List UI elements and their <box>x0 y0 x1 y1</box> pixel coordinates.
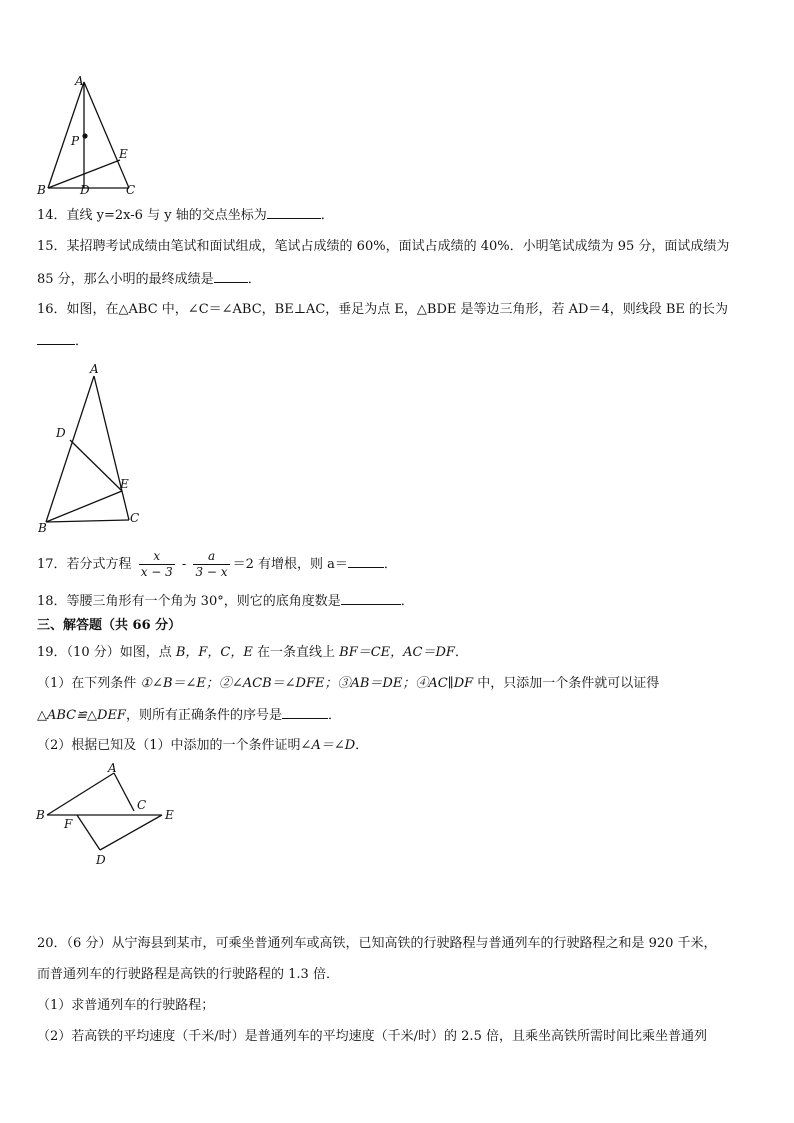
segment-bc <box>46 520 129 522</box>
question-18: 18．等腰三角形有一个角为 30°，则它的底角度数是 ． <box>37 594 414 609</box>
label-e: E <box>120 477 129 491</box>
question-14: 14．直线 y=2x-6 与 y 轴的交点坐标为 ． <box>37 208 334 223</box>
section-title: 三、解答题（共 66 分） <box>37 618 182 633</box>
label-e: E <box>165 808 174 822</box>
answer-blank <box>214 270 248 283</box>
label-d: D <box>56 426 66 440</box>
figure-triangle-bde <box>34 358 149 534</box>
segment-de <box>70 440 122 491</box>
question-17: 17．若分式方程 $\frac{x}{x - 3}$ - $\frac{a}{3 - x}$ ＝2 有增根，则 a＝ ． <box>37 549 397 579</box>
segment-ac <box>114 773 134 811</box>
segment-be <box>46 491 122 522</box>
question-19-part1-line2: △ABC≌△DEF，则所有正确条件的序号是 ． <box>37 708 341 723</box>
question-20-part1: （1）求普通列车的行驶路程； <box>37 998 215 1013</box>
point-p <box>82 133 87 138</box>
answer-blank <box>282 706 328 719</box>
label-f: F <box>64 817 73 831</box>
label-e: E <box>119 147 128 161</box>
question-16-line1: 16．如图，在△ABC 中，∠C＝∠ABC，BE⊥AC，垂足为点 E，△BDE 是等边三角形，若 AD＝4，则线段 BE 的长为 <box>37 302 729 317</box>
segment-ab <box>46 376 94 522</box>
label-d: D <box>80 183 90 197</box>
fraction-1: $\frac{x}{x - 3}$ <box>140 549 173 579</box>
label-d: D <box>96 853 106 867</box>
segment-ac <box>84 82 129 188</box>
question-20-part2: （2）若高铁的平均速度（千米/时）是普通列车的平均速度（千米/时）的 2.5 倍，且乘坐高铁所需时间比乘坐普通列 <box>37 1029 707 1044</box>
label-c: C <box>126 183 136 197</box>
label-b: B <box>38 521 47 534</box>
figure-triangle-abc-altitude <box>34 74 144 198</box>
answer-blank <box>341 592 401 605</box>
answer-blank <box>267 206 321 219</box>
label-a: A <box>75 74 84 88</box>
segment-fd <box>77 815 100 850</box>
segment-ab <box>47 773 114 815</box>
label-p: P <box>71 134 80 148</box>
label-c: C <box>130 511 140 525</box>
question-19-part2: （2）根据已知及（1）中添加的一个条件证明∠A＝∠D． <box>37 738 369 753</box>
label-a: A <box>90 362 99 376</box>
question-20-line1: 20．（6 分）从宁海县到某市，可乘坐普通列车或高铁，已知高铁的行驶路程与普通列车的行驶路程之和是 920 千米， <box>37 936 717 951</box>
label-b: B <box>37 183 46 197</box>
answer-blank <box>348 555 384 568</box>
question-19-head: 19．（10 分）如图，点 B，F，C，E 在一条直线上 BF＝CE，AC＝DF． <box>37 645 468 660</box>
fraction-2: $\frac{a}{3 - x}$ <box>195 549 228 579</box>
figure-congruent-triangles <box>34 758 184 870</box>
label-c: C <box>137 798 147 812</box>
label-b: B <box>36 808 45 822</box>
question-15-line2: 85 分，那么小明的最终成绩是 ． <box>37 272 261 287</box>
question-19-part1: （1）在下列条件 ①∠B＝∠E；②∠ACB＝∠DFE；③AB＝DE；④AC∥DF 中，只添加一个条件就可以证得 <box>37 676 660 691</box>
question-15-line1: 15．某招聘考试成绩由笔试和面试组成，笔试占成绩的 60%，面试占成绩的 40%．小明笔试成绩为 95 分，面试成绩为 <box>37 239 730 254</box>
segment-ac <box>94 376 129 520</box>
question-16-line2: ． <box>37 332 88 351</box>
label-a: A <box>108 761 117 775</box>
segment-de <box>100 815 162 850</box>
answer-blank <box>37 332 75 345</box>
question-20-line2: 而普通列车的行驶路程是高铁的行驶路程的 1.3 倍． <box>37 967 339 982</box>
